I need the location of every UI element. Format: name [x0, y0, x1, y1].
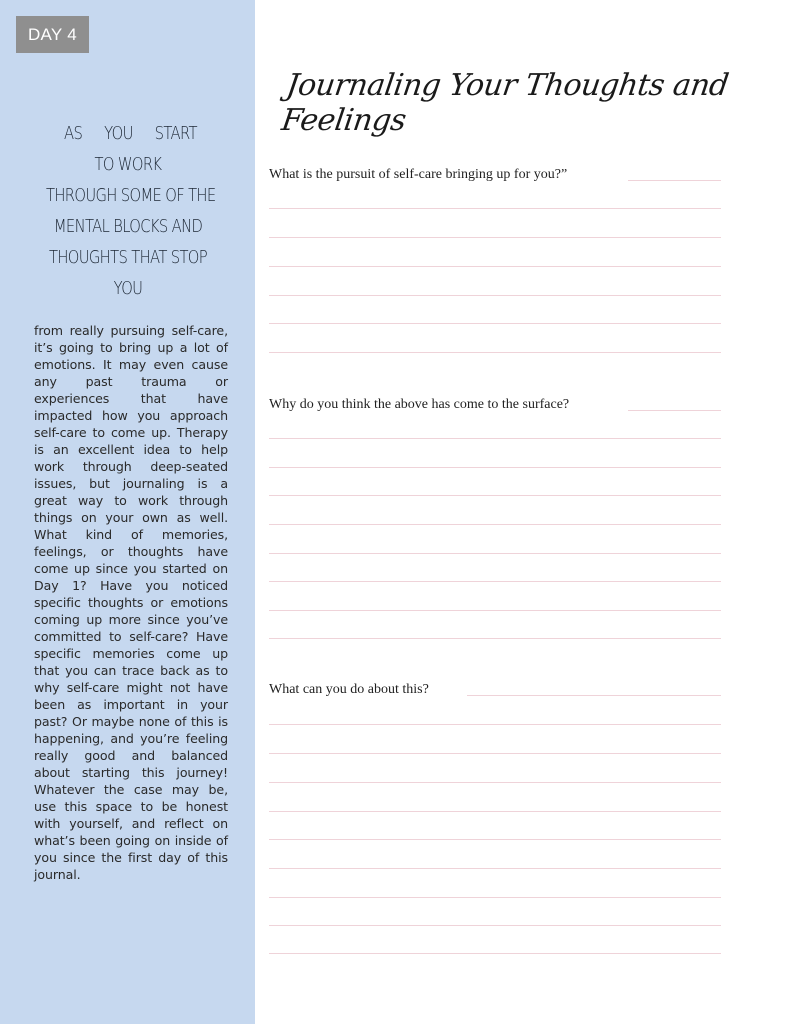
- answer-line[interactable]: [269, 323, 721, 324]
- answer-line[interactable]: [269, 266, 721, 267]
- answer-line[interactable]: [269, 467, 721, 468]
- day-badge: DAY 4: [16, 16, 89, 53]
- heading-line-4: MENTAL BLOCKS AND: [53, 216, 203, 237]
- heading-line-2: TO WORK: [94, 154, 162, 175]
- heading-line-1: [46, 118, 210, 149]
- answer-line[interactable]: [269, 208, 721, 209]
- answer-line[interactable]: [269, 352, 721, 353]
- answer-line[interactable]: [269, 610, 721, 611]
- question-2: Why do you think the above has come to the surface?: [269, 397, 570, 412]
- answer-line[interactable]: [269, 237, 721, 238]
- question-3-tail-rule[interactable]: [467, 695, 721, 696]
- answer-line[interactable]: [269, 495, 721, 496]
- question-2-tail-rule[interactable]: [628, 410, 721, 411]
- heading-word: START: [154, 123, 197, 144]
- answer-line[interactable]: [269, 581, 721, 582]
- answer-line[interactable]: [269, 438, 721, 439]
- answer-line[interactable]: [269, 553, 721, 554]
- heading-line-3: THROUGH SOME OF THE: [46, 185, 216, 206]
- question-3: What can you do about this?: [269, 682, 429, 697]
- answer-line[interactable]: [269, 925, 721, 926]
- heading-line-6: YOU: [113, 278, 143, 299]
- intro-body-text: from really pursuing self-care, it’s going to bring up a lot of emotions. It may even cause any past trauma or experiences that have impacted how you approach self-care to come up. Therapy is an excellent idea to help work through deep-seated issues, but journaling is a great way to work through things on your own as well. What kind of memories, feelings, or thoughts have come up since you started on Day 1? Have you noticed specific thoughts or emotions coming up more since you’ve committed to self-care? Have specific memories come up that you can trace back as to why self-care might not have been as important in your past? Or maybe none of this is happening, and you’re feeling really good and balanced about starting this journey! Whatever the case may be, use this space to be honest with yourself, and reflect on what’s been going on inside of you since the first day of this journal.: [34, 323, 228, 882]
- answer-line[interactable]: [269, 295, 721, 296]
- answer-line[interactable]: [269, 524, 721, 525]
- answer-line[interactable]: [269, 953, 721, 954]
- heading-word: YOU: [104, 123, 133, 144]
- heading-word: AS: [64, 123, 83, 144]
- answer-line[interactable]: [269, 638, 721, 639]
- question-1-tail-rule[interactable]: [628, 180, 721, 181]
- page-title: Journaling Your Thoughts and Feelings: [279, 68, 731, 138]
- answer-line[interactable]: [269, 811, 721, 812]
- answer-line[interactable]: [269, 753, 721, 754]
- answer-line[interactable]: [269, 724, 721, 725]
- intro-heading: [46, 118, 216, 304]
- heading-line-5: THOUGHTS THAT STOP: [48, 247, 208, 268]
- answer-line[interactable]: [269, 839, 721, 840]
- answer-line[interactable]: [269, 897, 721, 898]
- answer-line[interactable]: [269, 782, 721, 783]
- sidebar-panel: [0, 0, 255, 1024]
- question-1: What is the pursuit of self-care bringing up for you?”: [269, 167, 568, 182]
- answer-line[interactable]: [269, 868, 721, 869]
